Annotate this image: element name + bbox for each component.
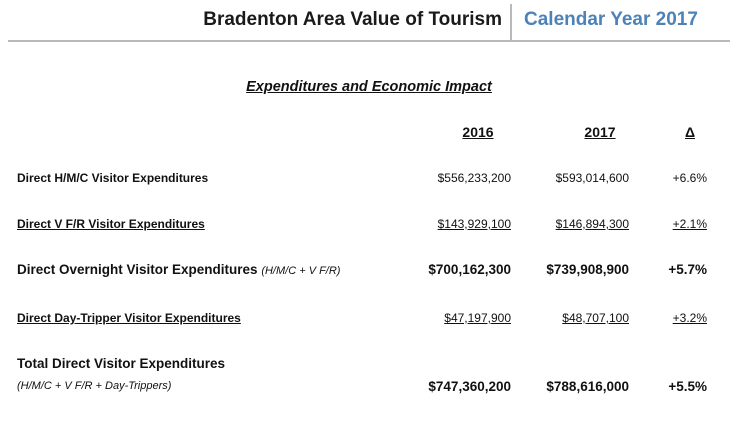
row-label: Direct V F/R Visitor Expenditures (17, 217, 205, 231)
value-2016: $143,929,100 (437, 217, 511, 231)
value-delta: +5.7% (668, 262, 707, 277)
row-label: Direct Day-Tripper Visitor Expenditures (17, 311, 241, 325)
value-delta: +6.6% (672, 171, 707, 185)
column-header-delta: Δ (684, 124, 696, 140)
section-title: Expenditures and Economic Impact (246, 79, 492, 95)
value-2016: $700,162,300 (428, 262, 511, 277)
value-2017: $593,014,600 (555, 171, 629, 185)
header-divider (510, 4, 512, 40)
row-label (17, 262, 340, 277)
row-label: Direct H/M/C Visitor Expenditures (17, 171, 209, 185)
value-delta: +2.1% (672, 217, 707, 231)
row-label: Total Direct Visitor Expenditures (17, 356, 226, 371)
value-2017: $48,707,100 (562, 311, 629, 325)
value-2017: $788,616,000 (546, 379, 629, 394)
header-year: Calendar Year 2017 (524, 9, 698, 30)
value-2016: $47,197,900 (444, 311, 511, 325)
column-header-2016: 2016 (462, 124, 494, 140)
header-rule (8, 40, 730, 42)
value-2017: $146,894,300 (555, 217, 629, 231)
column-header-2017: 2017 (584, 124, 616, 140)
header-title: Bradenton Area Value of Tourism (203, 9, 502, 30)
page-header (0, 0, 738, 42)
value-delta: +3.2% (672, 311, 707, 325)
row-sublabel: (H/M/C + V F/R) (261, 265, 341, 277)
value-2016: $556,233,200 (437, 171, 511, 185)
row-note: (H/M/C + V F/R + Day-Trippers) (17, 380, 172, 392)
value-delta: +5.5% (668, 379, 707, 394)
value-2016: $747,360,200 (428, 379, 511, 394)
value-2017: $739,908,900 (546, 262, 629, 277)
row-label-text: Direct Overnight Visitor Expenditures (17, 262, 258, 277)
